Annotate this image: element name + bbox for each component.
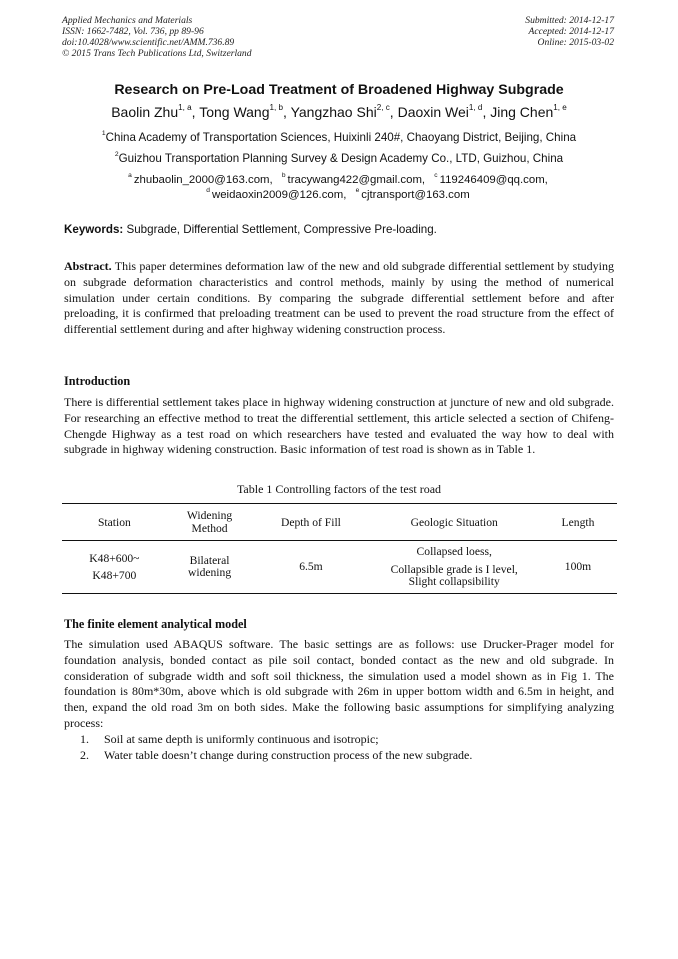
keywords — [64, 223, 614, 236]
email-link[interactable]: $^a$ zhubaolin_2000@163.com, — [128, 171, 273, 186]
online-date: Online: 2015-03-02 — [537, 37, 614, 48]
author: Jing Chen$^{1, e}$ — [490, 102, 567, 120]
journal-issn: ISSN: 1662-7482, Vol. 736, pp 89-96 — [62, 26, 204, 37]
table-header-cell: Length — [539, 504, 617, 541]
journal-doi: doi:10.4028/www.scientific.net/AMM.736.89 — [62, 37, 235, 48]
author: Yangzhao Shi$^{2, c}$, — [290, 102, 398, 120]
table-header-cell: Widening Method — [167, 504, 253, 541]
table-cell-length: 100m — [539, 541, 617, 594]
table-cell-geology: Collapsed loess, Collapsible grade is I level, Slight collapsibility — [370, 541, 539, 594]
table-header-cell: Depth of Fill — [252, 504, 369, 541]
author-list — [0, 104, 678, 120]
journal-copyright: © 2015 Trans Tech Publications Ltd, Switzerland — [62, 48, 252, 59]
controlling-factors-table — [62, 503, 617, 594]
table-cell-depth: 6.5m — [252, 541, 369, 594]
introduction-text: There is differential settlement takes place in highway widening construction at juncture of new and old subgrade. For researching an effective method to treat the differential settlement, this article selected a section of Chifeng-Chengde Highway as a test road on which researchers have tested and evaluated the way how to deal with subgrade in highway widening construction. Basic information of test road is shown as in Table 1. — [64, 395, 614, 457]
submitted-date: Submitted: 2014-12-17 — [525, 15, 614, 26]
fem-text: The simulation used ABAQUS software. The basic settings are as follows: use Drucker-Prager model for foundation analysis, bonded contact as pile soil contact, bonded contact as the new and old subgrade. In consideration of subgrade width and soft soil thickness, the simulation used a model shown as in Fig 1. The foundation is 80m*30m, above which is old subgrade with 26m in upper bottom width and 6.5m in height, and then, expand the old road 3m on both sides. Make the following basic assumptions for simplifying analyzing process: — [64, 637, 614, 730]
affiliation-2: $^2$Guizhou Transportation Planning Survey & Design Academy Co., LTD, Guizhou, China — [114, 150, 564, 165]
email-link[interactable]: $^d$ weidaoxin2009@126.com, — [206, 186, 347, 201]
section-heading-fem: The finite element analytical model — [64, 617, 247, 631]
table-header-cell: Station — [62, 504, 167, 541]
publication-dates — [525, 15, 614, 48]
paper-title: Research on Pre-Load Treatment of Broadened Highway Subgrade — [114, 82, 564, 98]
list-item: 1. Soil at same depth is uniformly continuous and isotropic; — [80, 732, 379, 746]
author: Tong Wang$^{1, b}$, — [199, 102, 291, 120]
journal-name: Applied Mechanics and Materials — [62, 15, 193, 26]
abstract-label: Abstract. — [64, 259, 112, 273]
abstract — [64, 259, 614, 338]
keywords-text: Subgrade, Differential Settlement, Compressive Pre-loading. — [123, 223, 437, 236]
assumption-list — [80, 731, 472, 763]
author-emails — [0, 173, 678, 203]
accepted-date: Accepted: 2014-12-17 — [528, 26, 614, 37]
journal-info — [62, 15, 252, 59]
keywords-label: Keywords: — [64, 223, 124, 236]
author: Baolin Zhu$^{1, a}$, — [111, 102, 200, 120]
email-link[interactable]: $^c$ 119246409@qq.com, — [434, 171, 548, 186]
section-heading-introduction: Introduction — [64, 374, 131, 388]
table-caption: Table 1 Controlling factors of the test road — [236, 482, 442, 496]
author: Daoxin Wei$^{1, d}$, — [397, 102, 491, 120]
table-header-cell: Geologic Situation — [370, 504, 539, 541]
table-row — [62, 541, 617, 594]
table-cell-station: K48+600~ K48+700 — [62, 541, 167, 594]
abstract-text: This paper determines deformation law of the new and old subgrade differential settlement by studying on subgrade deformation characteristics and control methods, mainly by using the method of numerical simulation under certain conditions. By comparing the subgrade differential settlement before and after preloading, it is confirmed that preloading treatment can be used to prevent the road structure from the effect of differential settlement during and after highway widening construction process. — [64, 259, 614, 337]
table-cell-method: Bilateral widening — [167, 541, 253, 594]
table-header-row — [62, 504, 617, 541]
email-link[interactable]: $^e$ cjtransport@163.com — [355, 186, 470, 201]
affiliation-1: $^1$China Academy of Transportation Sciences, Huixinli 240#, Chaoyang District, Beijing, China — [101, 129, 577, 144]
email-link[interactable]: $^b$ tracywang422@gmail.com, — [281, 171, 426, 186]
list-item: 2. Water table doesn’t change during construction process of the new subgrade. — [80, 748, 473, 762]
